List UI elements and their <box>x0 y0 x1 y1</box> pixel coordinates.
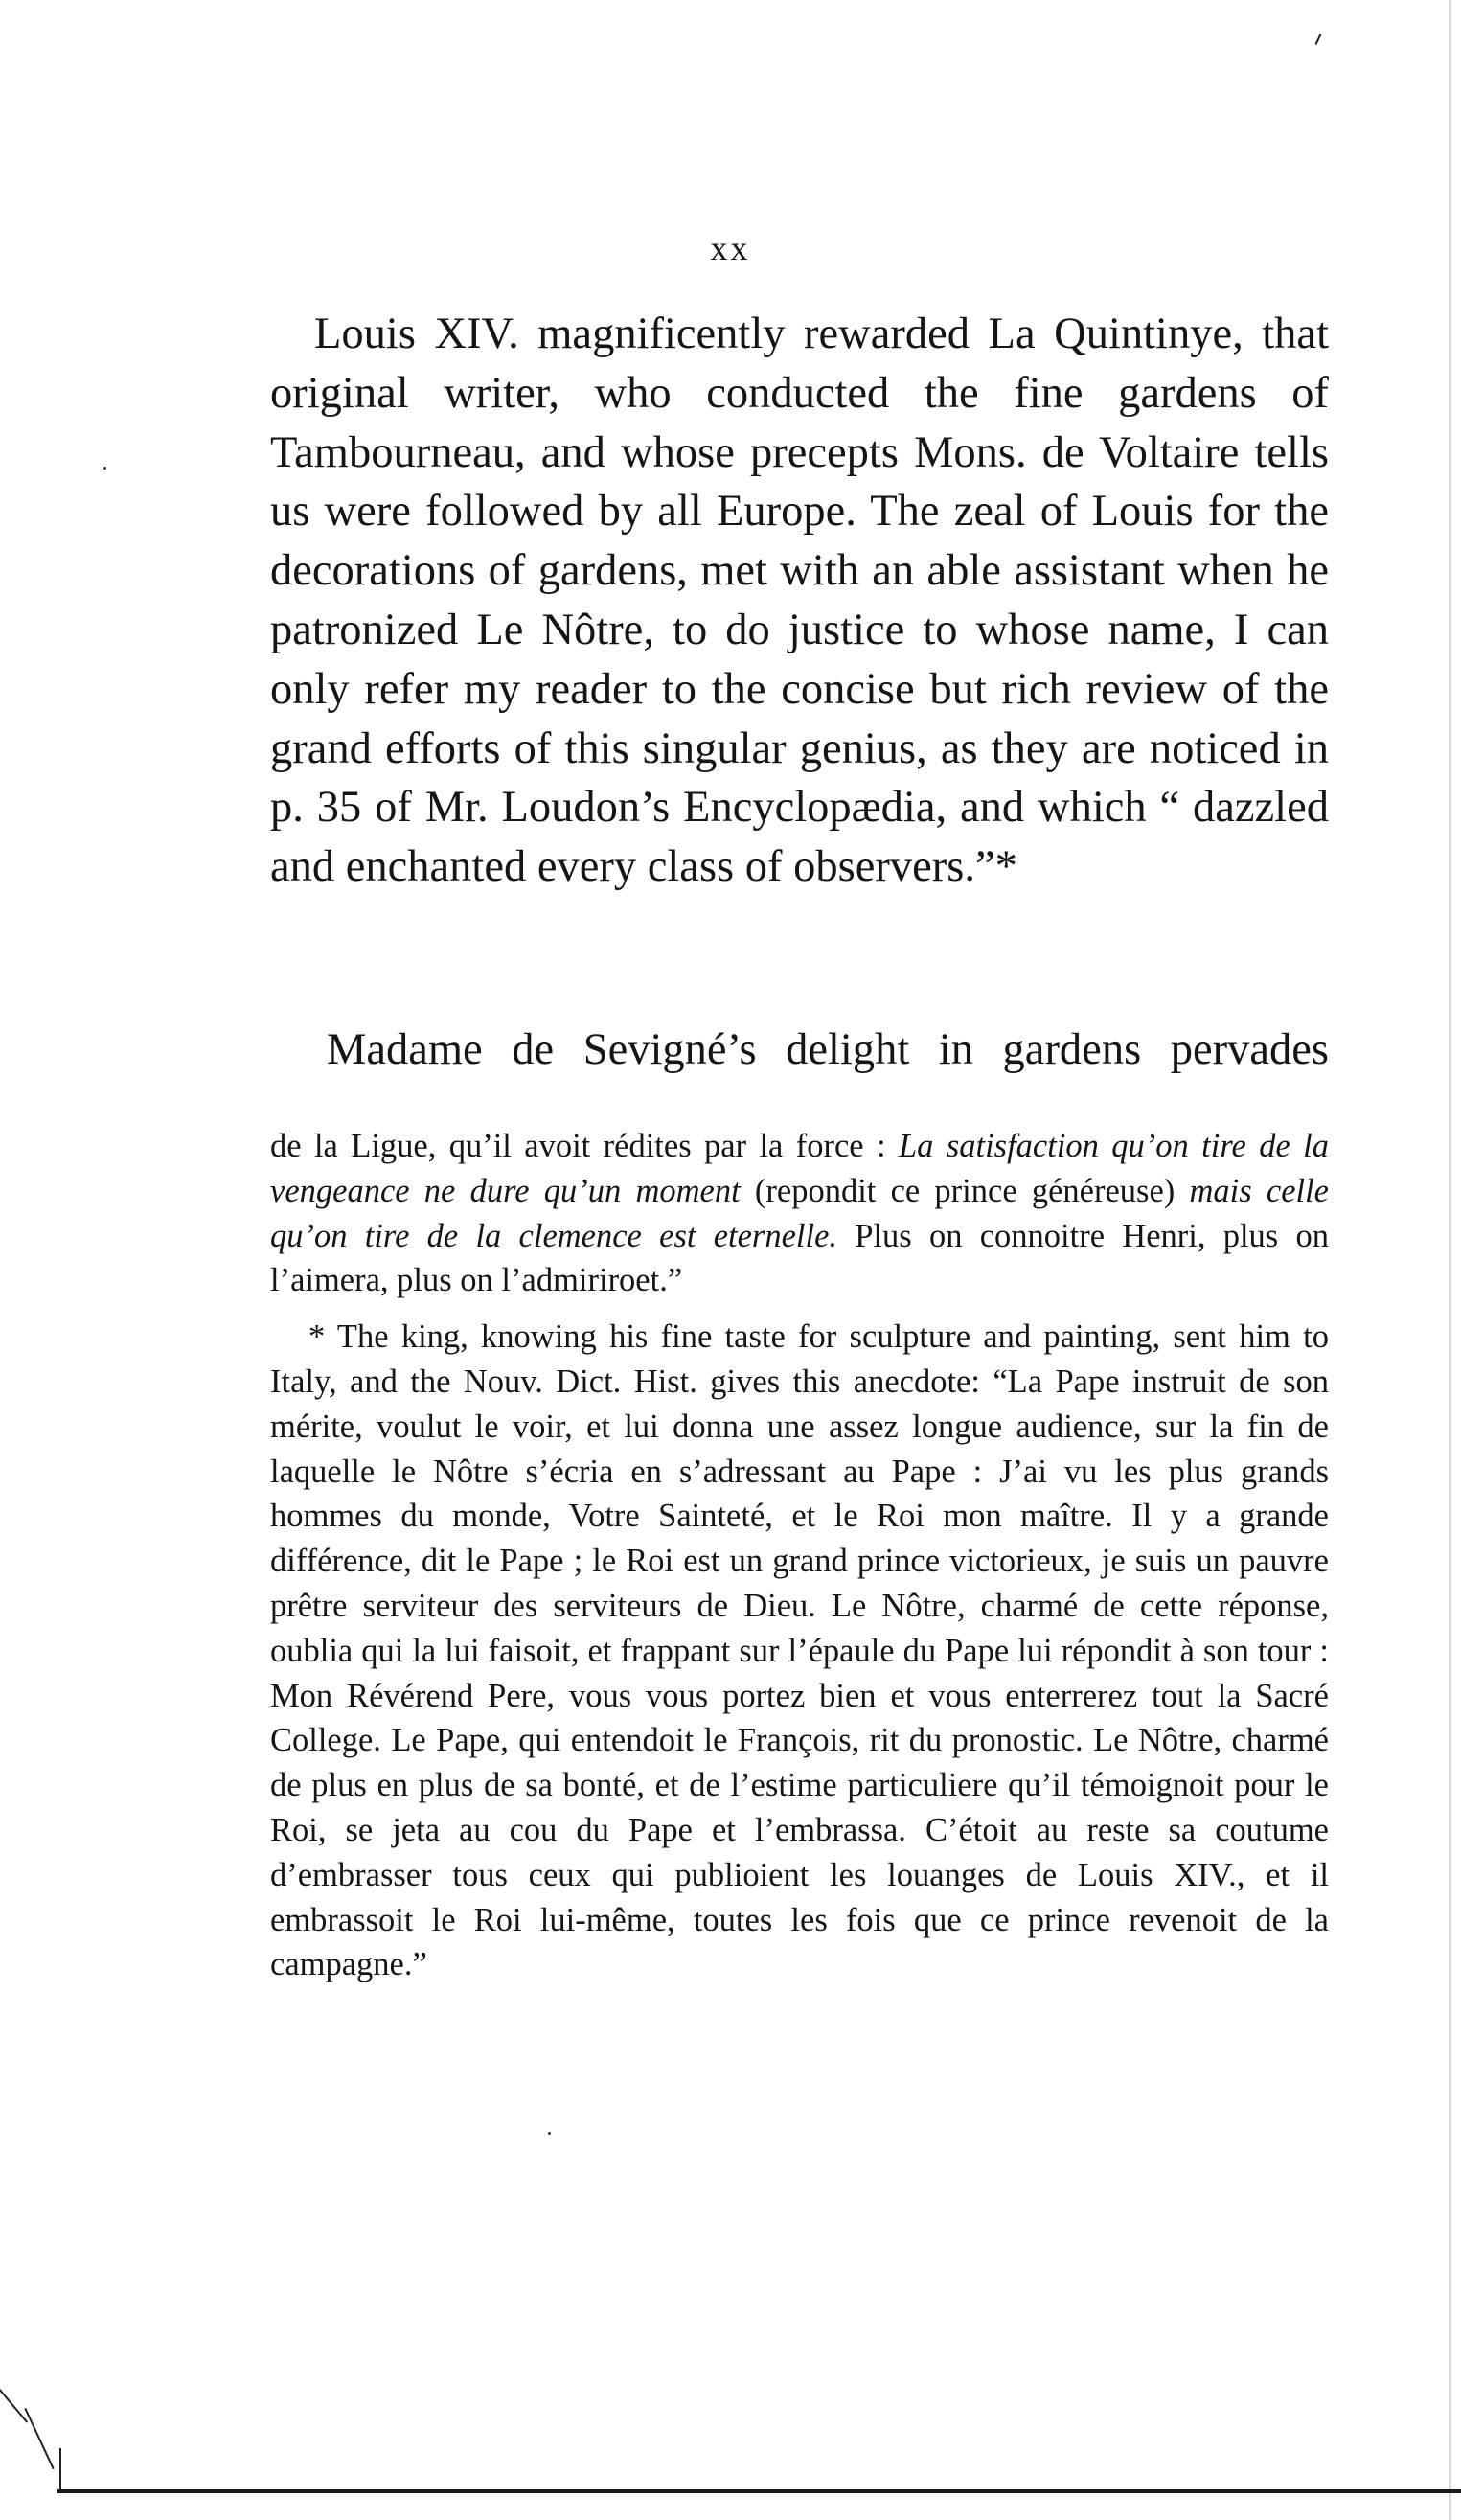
body-paragraph-start: Madame de Sevigné’s delight in gardens pervades <box>327 1025 1329 1074</box>
footnotes <box>270 1124 1329 1987</box>
scan-edge-mark <box>0 2377 28 2422</box>
scan-bottom-edge <box>57 2489 1461 2493</box>
body-paragraph: Louis XIV. magnificently rewarded La Quintinye, that original writer, who conducted the fine gardens of Tambourneau, and whose precepts Mons. de Voltaire tells us were followed by all Europe. The zeal of Louis for the decorations of gardens, met with an able assistant when he patronized Le Nôtre, to do justice to whose name, I can only refer my reader to the concise but rich review of the grand efforts of this singular genius, as they are noticed in p. 35 of Mr. Loudon’s Encyclopædia, and which “ dazzled and enchanted every class of observers.”* <box>270 309 1329 892</box>
main-text <box>270 305 1329 897</box>
footnote-text: Plus on connoitre Henri, plus on l’aimera, plus on l’admiriroet.” <box>270 1217 1329 1299</box>
footnote-continued <box>270 1124 1329 1303</box>
scan-dot <box>103 467 106 470</box>
scan-edge-mark <box>1449 0 1451 2520</box>
footnote-star: * The king, knowing his fine taste for sculpture and painting, sent him to Italy, and the Nouv. Dict. Hist. gives this anecdote: “La Pape instruit de son mérite, voulut le voir, et lui donna une assez longue audience, sur la fin de laquelle le Nôtre s’écria en s’adressant au Pape : J’ai vu les plus grands hommes du monde, Votre Sainteté, et le Roi mon maître. Il y a grande différence, dit le Pape ; le Roi est un grand prince victorieux, je suis un pauvre prêtre serviteur des serviteurs de Dieu. Le Nôtre, charmé de cette réponse, oublia qui la lui faisoit, et frappant sur l’épaule du Pape lui répondit à son tour : Mon Révérend Pere, vous vous portez bien et vous enterrerez tout la Sacré College. Le Pape, qui entendoit le François, rit du pronostic. Le Nôtre, charmé de plus en plus de sa bonté, et de l’estime particuliere qu’il témoignoit pour le Roi, se jeta au cou du Pape et l’embrassa. C’étoit au reste sa coutume d’embrasser tous ceux qui publioient les louanges de Louis XIV., et il embrassoit le Roi lui-même, toutes les fois que ce prince revenoit de la campagne.” <box>270 1318 1329 1983</box>
scan-edge-mark <box>1315 34 1322 45</box>
scan-edge-mark <box>24 2408 54 2469</box>
footnote-text: (repondit ce prince généreuse) <box>740 1172 1190 1209</box>
page-number: xx <box>710 229 751 267</box>
footnote-italic-quote: La satisfaction qu’on tire de la vengeance ne dure qu’un moment <box>270 1128 1329 1209</box>
footnote-text: de la Ligue, qu’il avoit rédites par la force : <box>270 1128 899 1164</box>
footnote-italic-quote: mais celle qu’on tire de la clemence est eternelle. <box>270 1172 1329 1254</box>
scan-dot <box>548 2132 551 2135</box>
scan-edge-mark <box>59 2448 61 2491</box>
